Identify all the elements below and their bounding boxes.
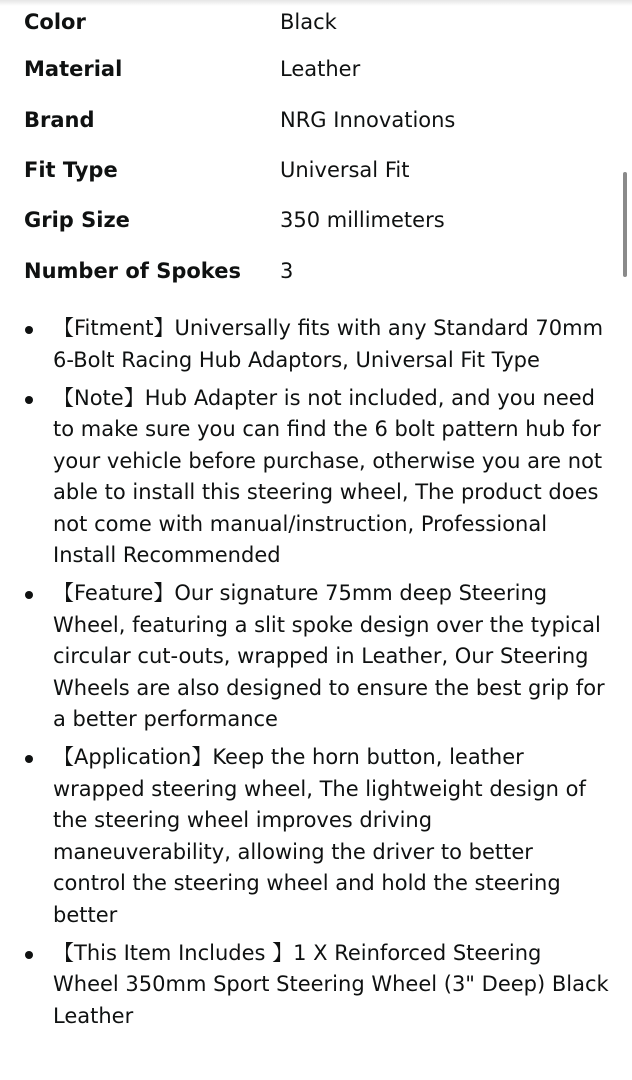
- spec-row-fit-type: [24, 145, 614, 195]
- spec-value: 350 millimeters: [280, 208, 445, 233]
- list-item: [0, 938, 632, 1033]
- spec-key: Color: [24, 10, 86, 34]
- spec-key: Material: [24, 57, 123, 82]
- spec-row-color: [24, 0, 614, 44]
- spec-row-brand: [24, 94, 614, 144]
- spec-row-number-of-spokes: [24, 246, 614, 296]
- bullet-dot-icon: [25, 591, 33, 599]
- bullet-dot-icon: [25, 755, 33, 763]
- bullet-dot-icon: [25, 396, 33, 404]
- bullet-text: 【Feature】Our signature 75mm deep Steering Wheel, featuring a slit spoke design over the typical circular cut-outs, wrapped in Leather, Our Steering Wheels are also designed to ensure the best grip for a better performance: [53, 581, 605, 731]
- feature-bullet-list: [0, 313, 632, 1039]
- spec-value: Leather: [280, 57, 361, 82]
- spec-value: Universal Fit: [280, 157, 410, 182]
- bullet-text: 【Fitment】Universally fits with any Standard 70mm 6-Bolt Racing Hub Adaptors, Universal Fit Type: [53, 316, 604, 372]
- bullet-text: 【This Item Includes 】1 X Reinforced Steering Wheel 350mm Sport Steering Wheel (3" Deep) Black Leather: [53, 940, 609, 1028]
- spec-value: NRG Innovations: [280, 107, 456, 132]
- spec-value: 3: [280, 258, 294, 283]
- spec-row-material: [24, 44, 614, 94]
- bullet-text: 【Note】Hub Adapter is not included, and you need to make sure you can find the 6 bolt pattern hub for your vehicle before purchase, otherwise you are not able to install this steering wheel, The product does not come with manual/instruction, Professional Install Recommended: [53, 385, 603, 567]
- spec-key: Number of Spokes: [24, 258, 241, 283]
- product-specs-table: [24, 0, 614, 296]
- spec-key: Brand: [24, 107, 95, 132]
- bullet-dot-icon: [25, 326, 33, 334]
- spec-value: Black: [280, 10, 337, 34]
- list-item: [0, 742, 632, 931]
- bullet-text: 【Application】Keep the horn button, leather wrapped steering wheel, The lightweight design of the steering wheel improves driving maneuverability, allowing the driver to better control the steering wheel and hold the steering better: [53, 745, 586, 927]
- spec-key: Fit Type: [24, 157, 118, 182]
- spec-row-grip-size: [24, 195, 614, 245]
- spec-key: Grip Size: [24, 208, 130, 233]
- list-item: [0, 578, 632, 736]
- list-item: [0, 313, 632, 376]
- bullet-dot-icon: [25, 951, 33, 959]
- vertical-scrollbar[interactable]: [623, 172, 627, 277]
- list-item: [0, 383, 632, 572]
